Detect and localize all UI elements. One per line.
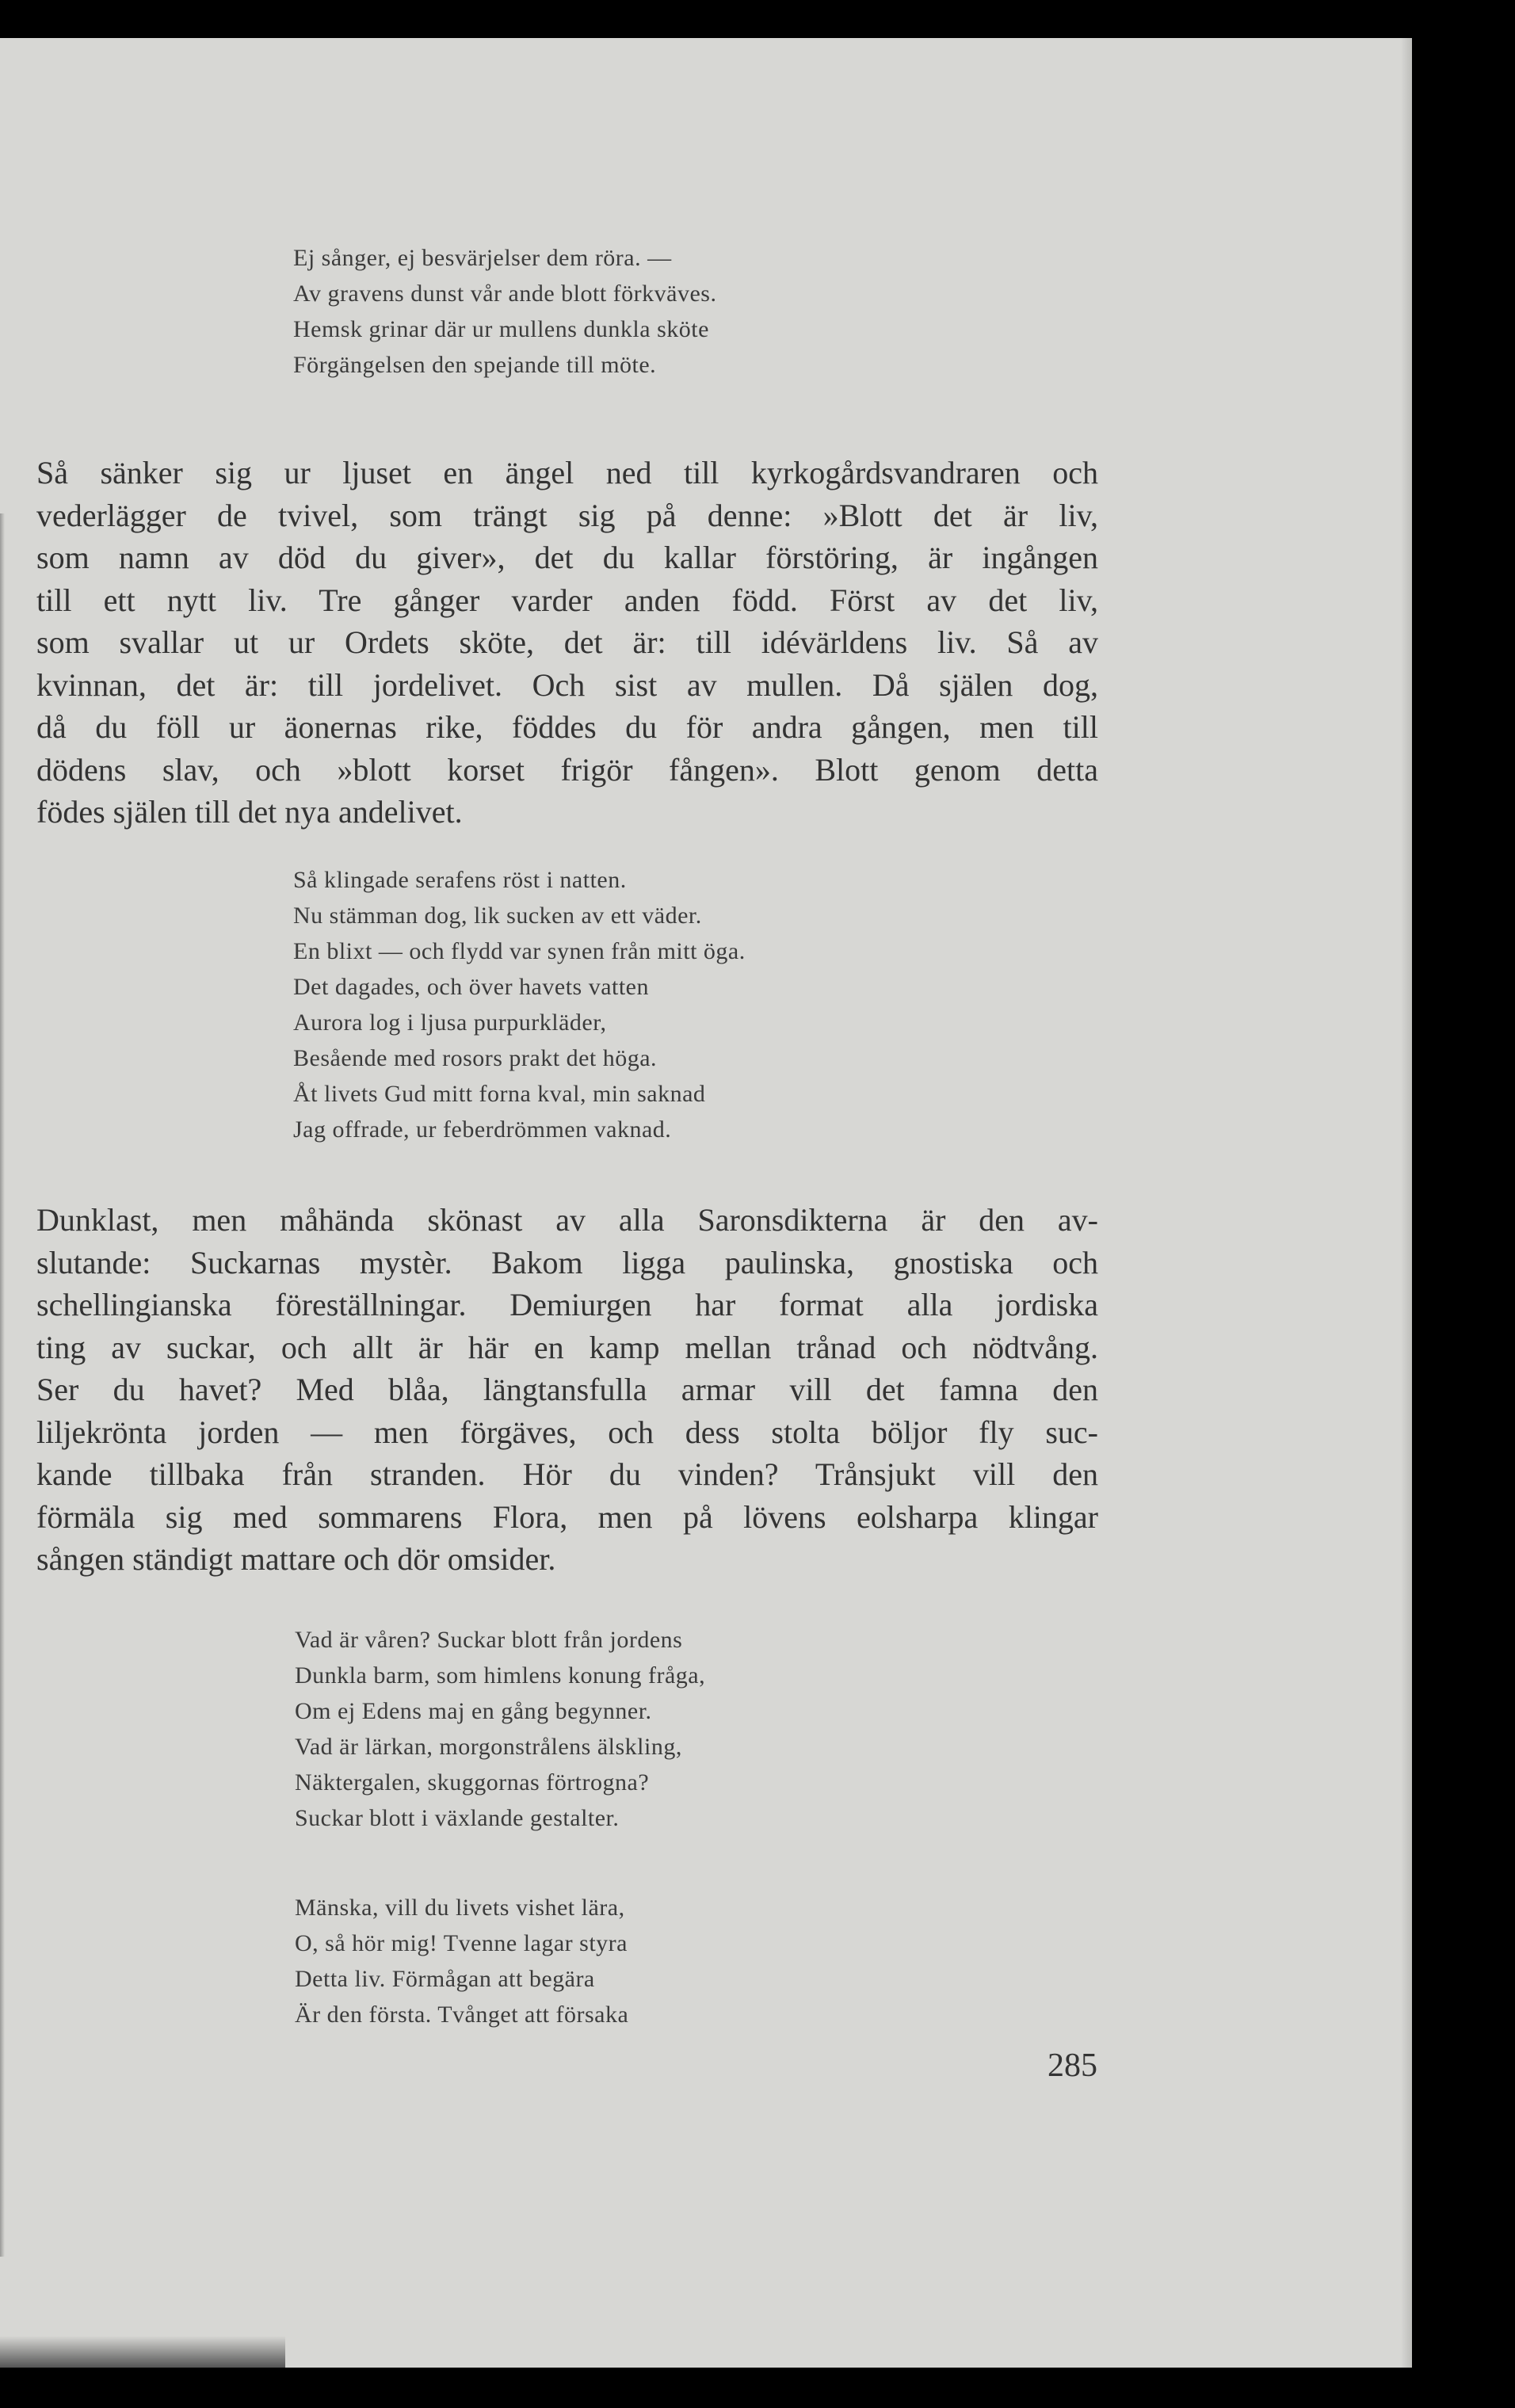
page-number: 285 (1048, 2047, 1097, 2084)
verse-line: Åt livets Gud mitt forna kval, min saknad (293, 1081, 706, 1107)
page-bottom-shadow (0, 2336, 285, 2368)
verse-line: Besående med rosors prakt det höga. (293, 1045, 658, 1071)
prose-paragraph-1 (36, 452, 1098, 834)
prose-line: Så sänker sig ur ljuset en ängel ned till kyrkogårdsvandraren och (36, 455, 1098, 490)
prose-line: schellingianska föreställningar. Demiurgen har format alla jordiska (36, 1287, 1098, 1322)
page-right-edge-shadow (1401, 38, 1412, 2368)
verse-line: Vad är lärkan, morgonstrålens älskling, (295, 1734, 682, 1760)
verse-line: Mänska, vill du livets vishet lära, (295, 1895, 625, 1921)
verse-line: Om ej Edens maj en gång begynner. (295, 1698, 652, 1724)
prose-line: kvinnan, det är: till jordelivet. Och sist av mullen. Då själen dog, (36, 666, 1098, 703)
verse-line: Aurora log i ljusa purpurkläder, (293, 1009, 607, 1036)
verse-stanza-4 (295, 1890, 628, 2032)
prose-line: Dunklast, men måhända skönast av alla Saronsdikterna är den av- (36, 1202, 1098, 1238)
verse-line: Så klingade serafens röst i natten. (293, 867, 627, 893)
verse-line: Dunkla barm, som himlens konung fråga, (295, 1662, 706, 1689)
verse-line: Av gravens dunst vår ande blott förkväves. (293, 280, 717, 307)
verse-line: Detta liv. Förmågan att begära (295, 1966, 595, 1992)
verse-stanza-2 (293, 862, 746, 1147)
verse-line: Hemsk grinar där ur mullens dunkla sköte (293, 316, 709, 342)
verse-line: En blixt — och flydd var synen från mitt öga. (293, 938, 746, 964)
prose-line: då du föll ur äonernas rike, föddes du för andra gången, men till (36, 709, 1098, 745)
verse-line: Jag offrade, ur feberdrömmen vaknad. (293, 1116, 672, 1143)
prose-line: kande tillbaka från stranden. Hör du vinden? Trånsjukt vill den (36, 1456, 1098, 1492)
prose-line: till ett nytt liv. Tre gånger varder anden född. Först av det liv, (36, 582, 1098, 618)
verse-line: O, så hör mig! Tvenne lagar styra (295, 1930, 628, 1956)
prose-line: dödens slav, och »blott korset frigör fången». Blott genom detta (36, 751, 1098, 788)
prose-line: ting av suckar, och allt är här en kamp mellan trånad och nödtvång. (36, 1329, 1098, 1365)
prose-line: som svallar ut ur Ordets sköte, det är: till idévärldens liv. Så av (36, 624, 1098, 660)
prose-line: Ser du havet? Med blåa, längtansfulla armar vill det famna den (36, 1372, 1098, 1407)
prose-line: slutande: Suckarnas mystèr. Bakom ligga paulinska, gnostiska och (36, 1244, 1098, 1280)
verse-line: Ej sånger, ej besvärjelser dem röra. — (293, 245, 672, 271)
prose-paragraph-2 (36, 1199, 1098, 1581)
book-page (0, 38, 1412, 2368)
prose-line: sången ständigt mattare och dör omsider. (36, 1541, 556, 1577)
verse-stanza-1 (293, 240, 716, 383)
verse-line: Suckar blott i växlande gestalter. (295, 1805, 620, 1831)
verse-line: Förgängelsen den spejande till möte. (293, 352, 657, 378)
verse-line: Näktergalen, skuggornas förtrogna? (295, 1769, 650, 1796)
verse-line: Det dagades, och över havets vatten (293, 974, 649, 1000)
prose-line: vederlägger de tvivel, som trängt sig på denne: »Blott det är liv, (36, 497, 1098, 533)
verse-stanza-3 (295, 1622, 705, 1836)
verse-line: Nu stämman dog, lik sucken av ett väder. (293, 903, 702, 929)
verse-line: Är den första. Tvånget att försaka (295, 2002, 629, 2028)
verse-line: Vad är våren? Suckar blott från jordens (295, 1627, 683, 1653)
prose-line: som namn av död du giver», det du kallar förstöring, är ingången (36, 540, 1098, 575)
page-left-edge-shadow (0, 513, 5, 2257)
prose-line: födes själen till det nya andelivet. (36, 794, 463, 830)
prose-line: liljekrönta jorden — men förgäves, och dess stolta böljor fly suc- (36, 1414, 1098, 1450)
prose-line: förmäla sig med sommarens Flora, men på lövens eolsharpa klingar (36, 1498, 1098, 1535)
